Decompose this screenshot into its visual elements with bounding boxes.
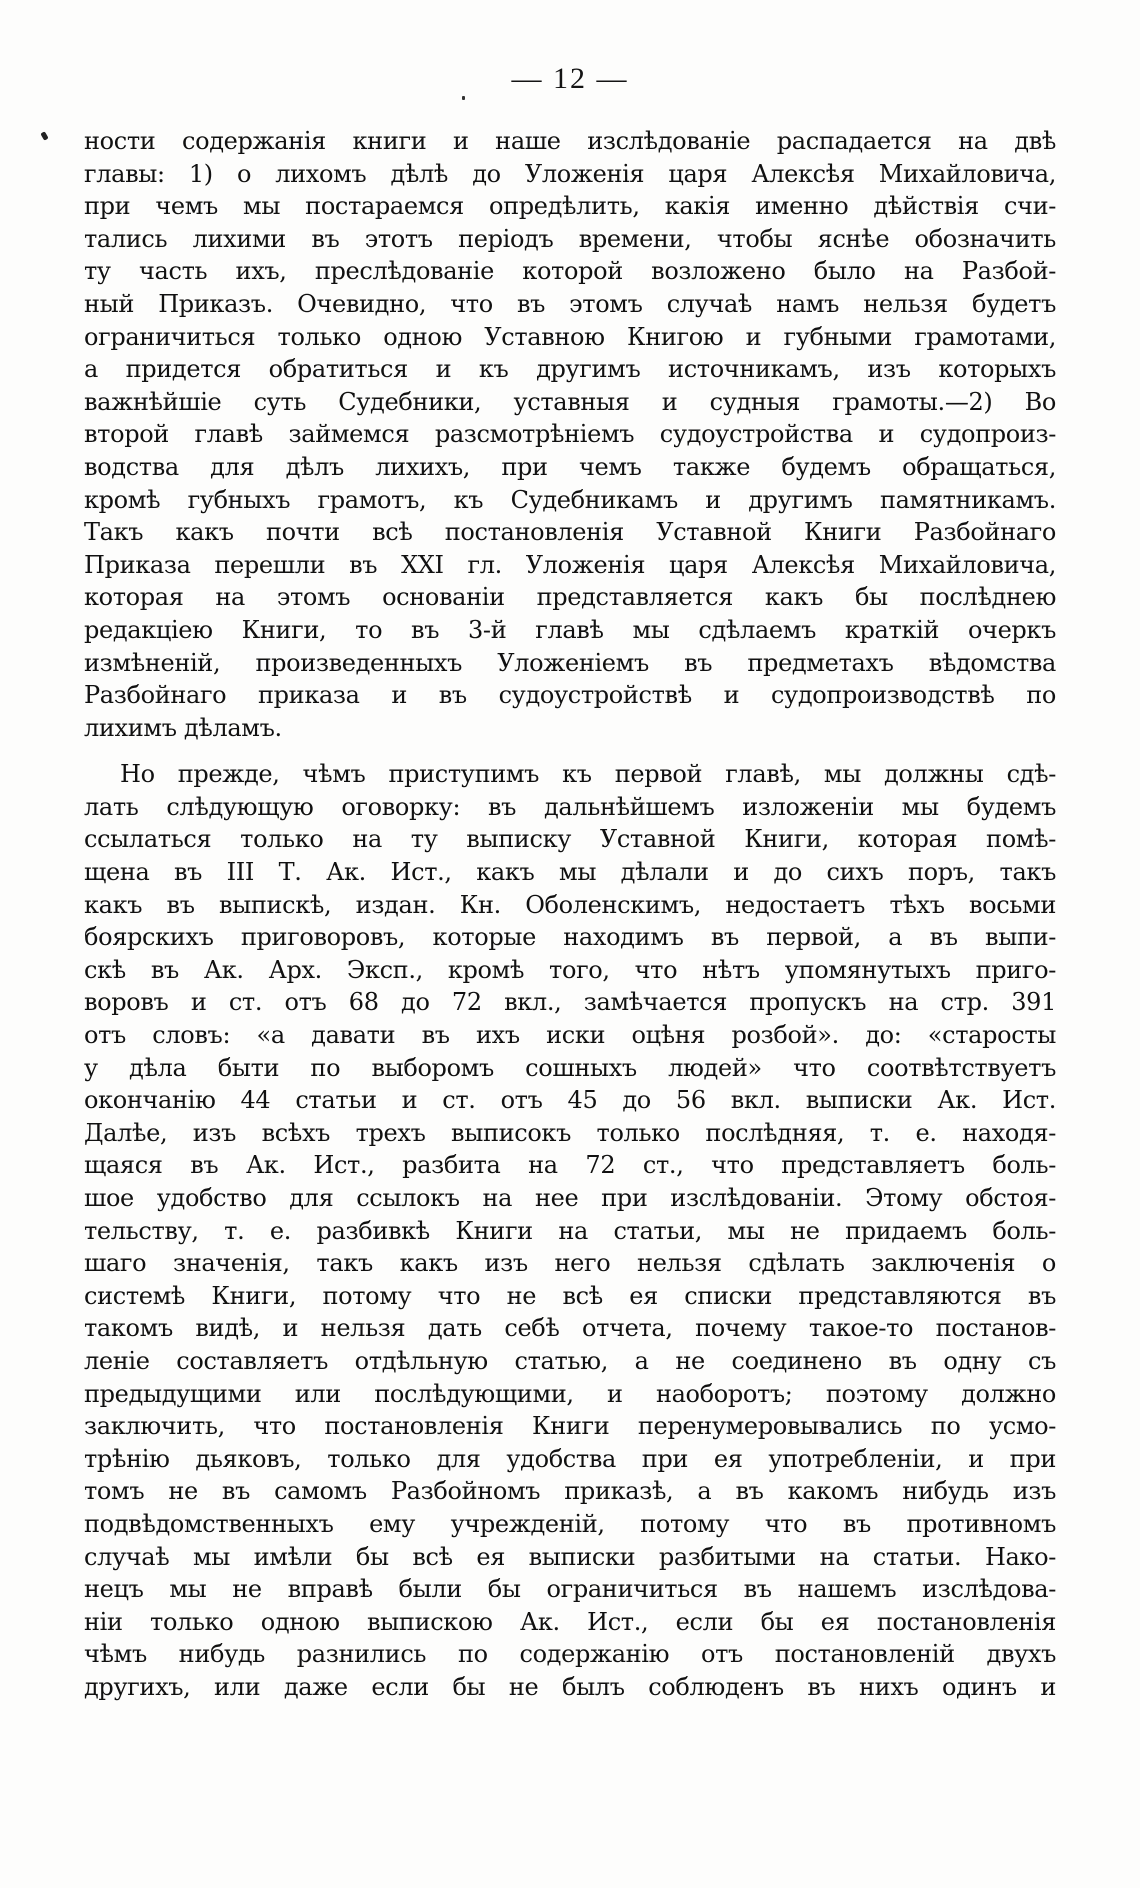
text-line: леніе составляетъ отдѣльную статью, а не соединено въ одну съ — [84, 1346, 1056, 1375]
text-line: важнѣйшіе суть Судебники, уставныя и судныя грамоты.—2) Во — [84, 387, 1056, 416]
text-line: ссылаться только на ту выписку Уставной Книги, которая помѣ- — [84, 825, 1056, 854]
text-line: тались лихими въ этотъ періодъ времени, чтобы яснѣе обозначить — [84, 224, 1056, 253]
text-line: лать слѣдующую оговорку: въ дальнѣйшемъ изложеніи мы будемъ — [84, 792, 1056, 821]
text-line: окончанію 44 статьи и ст. отъ 45 до 56 вкл. выписки Ак. Ист. — [84, 1086, 1056, 1115]
text-line: нецъ мы не вправѣ были бы ограничиться въ нашемъ изслѣдова- — [84, 1575, 1056, 1604]
text-line: щена въ III Т. Ак. Ист., какъ мы дѣлали и до сихъ поръ, такъ — [84, 858, 1056, 887]
text-line: при чемъ мы постараемся опредѣлить, какія именно дѣйствія счи- — [84, 192, 1056, 221]
text-line: шое удобство для ссылокъ на нее при изслѣдованіи. Этому обстоя- — [84, 1184, 1056, 1212]
text-line: Далѣе, изъ всѣхъ трехъ выписокъ только послѣдняя, т. е. находя- — [84, 1118, 1056, 1147]
text-line: шаго значенія, такъ какъ изъ него нельзя сдѣлать заключенія о — [84, 1249, 1056, 1278]
text-line: Приказа перешли въ XXI гл. Уложенія царя Алексѣя Михайловича, — [84, 550, 1056, 579]
text-line: а придется обратиться и къ другимъ источникамъ, изъ которыхъ — [84, 355, 1056, 384]
text-line: предыдущими или послѣдующими, и наоборотъ; поэтому должно — [84, 1379, 1056, 1408]
text-line: такомъ видѣ, и нельзя дать себѣ отчета, почему такое-то постанов- — [84, 1314, 1056, 1343]
text-line: главы: 1) о лихомъ дѣлѣ до Уложенія царя Алексѣя Михайловича, — [84, 159, 1056, 188]
text-line: случаѣ мы имѣли бы всѣ ея выписки разбитыми на статьи. Нако- — [84, 1542, 1056, 1571]
text-line: второй главѣ займемся разсмотрѣніемъ судоустройства и судопроиз- — [84, 420, 1056, 449]
text-line: подвѣдомственныхъ ему учрежденій, потому что въ противномъ — [84, 1509, 1056, 1538]
text-line: которая на этомъ основаніи представляется какъ бы послѣднею — [84, 583, 1056, 612]
text-line: кромѣ губныхъ грамотъ, къ Судебникамъ и другимъ памятникамъ. — [84, 485, 1056, 514]
text-line: Но прежде, чѣмъ приступимъ къ первой главѣ, мы должны сдѣ- — [120, 760, 1056, 789]
text-line: водства для дѣлъ лихихъ, при чемъ также будемъ обращаться, — [84, 452, 1056, 481]
text-line: чѣмъ нибудь разнились по содержанію отъ постановленій двухъ — [84, 1640, 1056, 1669]
text-line: воровъ и ст. отъ 68 до 72 вкл., замѣчается пропускъ на стр. 391 — [84, 988, 1056, 1017]
paragraph-2 — [84, 758, 1056, 1703]
text-line: другихъ, или даже если бы не былъ соблюденъ въ нихъ одинъ и — [84, 1672, 1056, 1701]
text-line: скѣ въ Ак. Арх. Эксп., кромѣ того, что нѣтъ упомянутыхъ приго- — [84, 955, 1056, 984]
text-line: редакціею Книги, то въ 3-й главѣ мы сдѣлаемъ краткій очеркъ — [84, 615, 1056, 644]
text-line: ности содержанія книги и наше изслѣдованіе распадается на двѣ — [84, 127, 1056, 155]
ink-speck — [462, 96, 465, 100]
paragraph-gap — [84, 744, 1056, 758]
text-line: трѣнію дьяковъ, только для удобства при ея употребленіи, и при — [84, 1444, 1056, 1473]
text-line: у дѣла быти по выборомъ сошныхъ людей» что соотвѣтствуетъ — [84, 1053, 1056, 1082]
text-line: ту часть ихъ, преслѣдованіе которой возложено было на Разбой- — [84, 257, 1056, 286]
ink-speck — [40, 131, 48, 140]
text-line: томъ не въ самомъ Разбойномъ приказѣ, а въ какомъ нибудь изъ — [84, 1477, 1056, 1506]
text-line: тельству, т. е. разбивкѣ Книги на статьи, мы не придаемъ боль- — [84, 1216, 1056, 1245]
text-line: какъ въ выпискѣ, издан. Кн. Оболенскимъ, недостаетъ тѣхъ восьми — [84, 890, 1056, 919]
text-line: лихимъ дѣламъ. — [84, 713, 282, 742]
text-line: ограничиться только одною Уставною Книгою и губными грамотами, — [84, 322, 1056, 351]
text-line: щаяся въ Ак. Ист., разбита на 72 ст., что представляетъ боль- — [84, 1151, 1056, 1180]
text-line: отъ словъ: «а давати въ ихъ иски оцѣня розбой». до: «старосты — [84, 1021, 1056, 1050]
body-text — [84, 125, 1056, 1704]
text-line: заключить, что постановленія Книги перенумеровывались по усмо- — [84, 1412, 1056, 1441]
text-line: Такъ какъ почти всѣ постановленія Уставной Книги Разбойнаго — [84, 518, 1056, 547]
paragraph-1 — [84, 125, 1056, 744]
text-line: ніи только одною выпискою Ак. Ист., если бы ея постановленія — [84, 1607, 1056, 1636]
text-line: Разбойнаго приказа и въ судоустройствѣ и судопроизводствѣ по — [84, 681, 1056, 710]
text-line: системѣ Книги, потому что не всѣ ея списки представляются въ — [84, 1281, 1056, 1310]
text-line: боярскихъ приговоровъ, которые находимъ въ первой, а въ выпи- — [84, 923, 1056, 952]
text-line: ный Приказъ. Очевидно, что въ этомъ случаѣ намъ нельзя будетъ — [84, 289, 1056, 318]
text-line: измѣненій, произведенныхъ Уложеніемъ въ предметахъ вѣдомства — [84, 648, 1056, 677]
page-number: — 12 — — [511, 62, 629, 95]
